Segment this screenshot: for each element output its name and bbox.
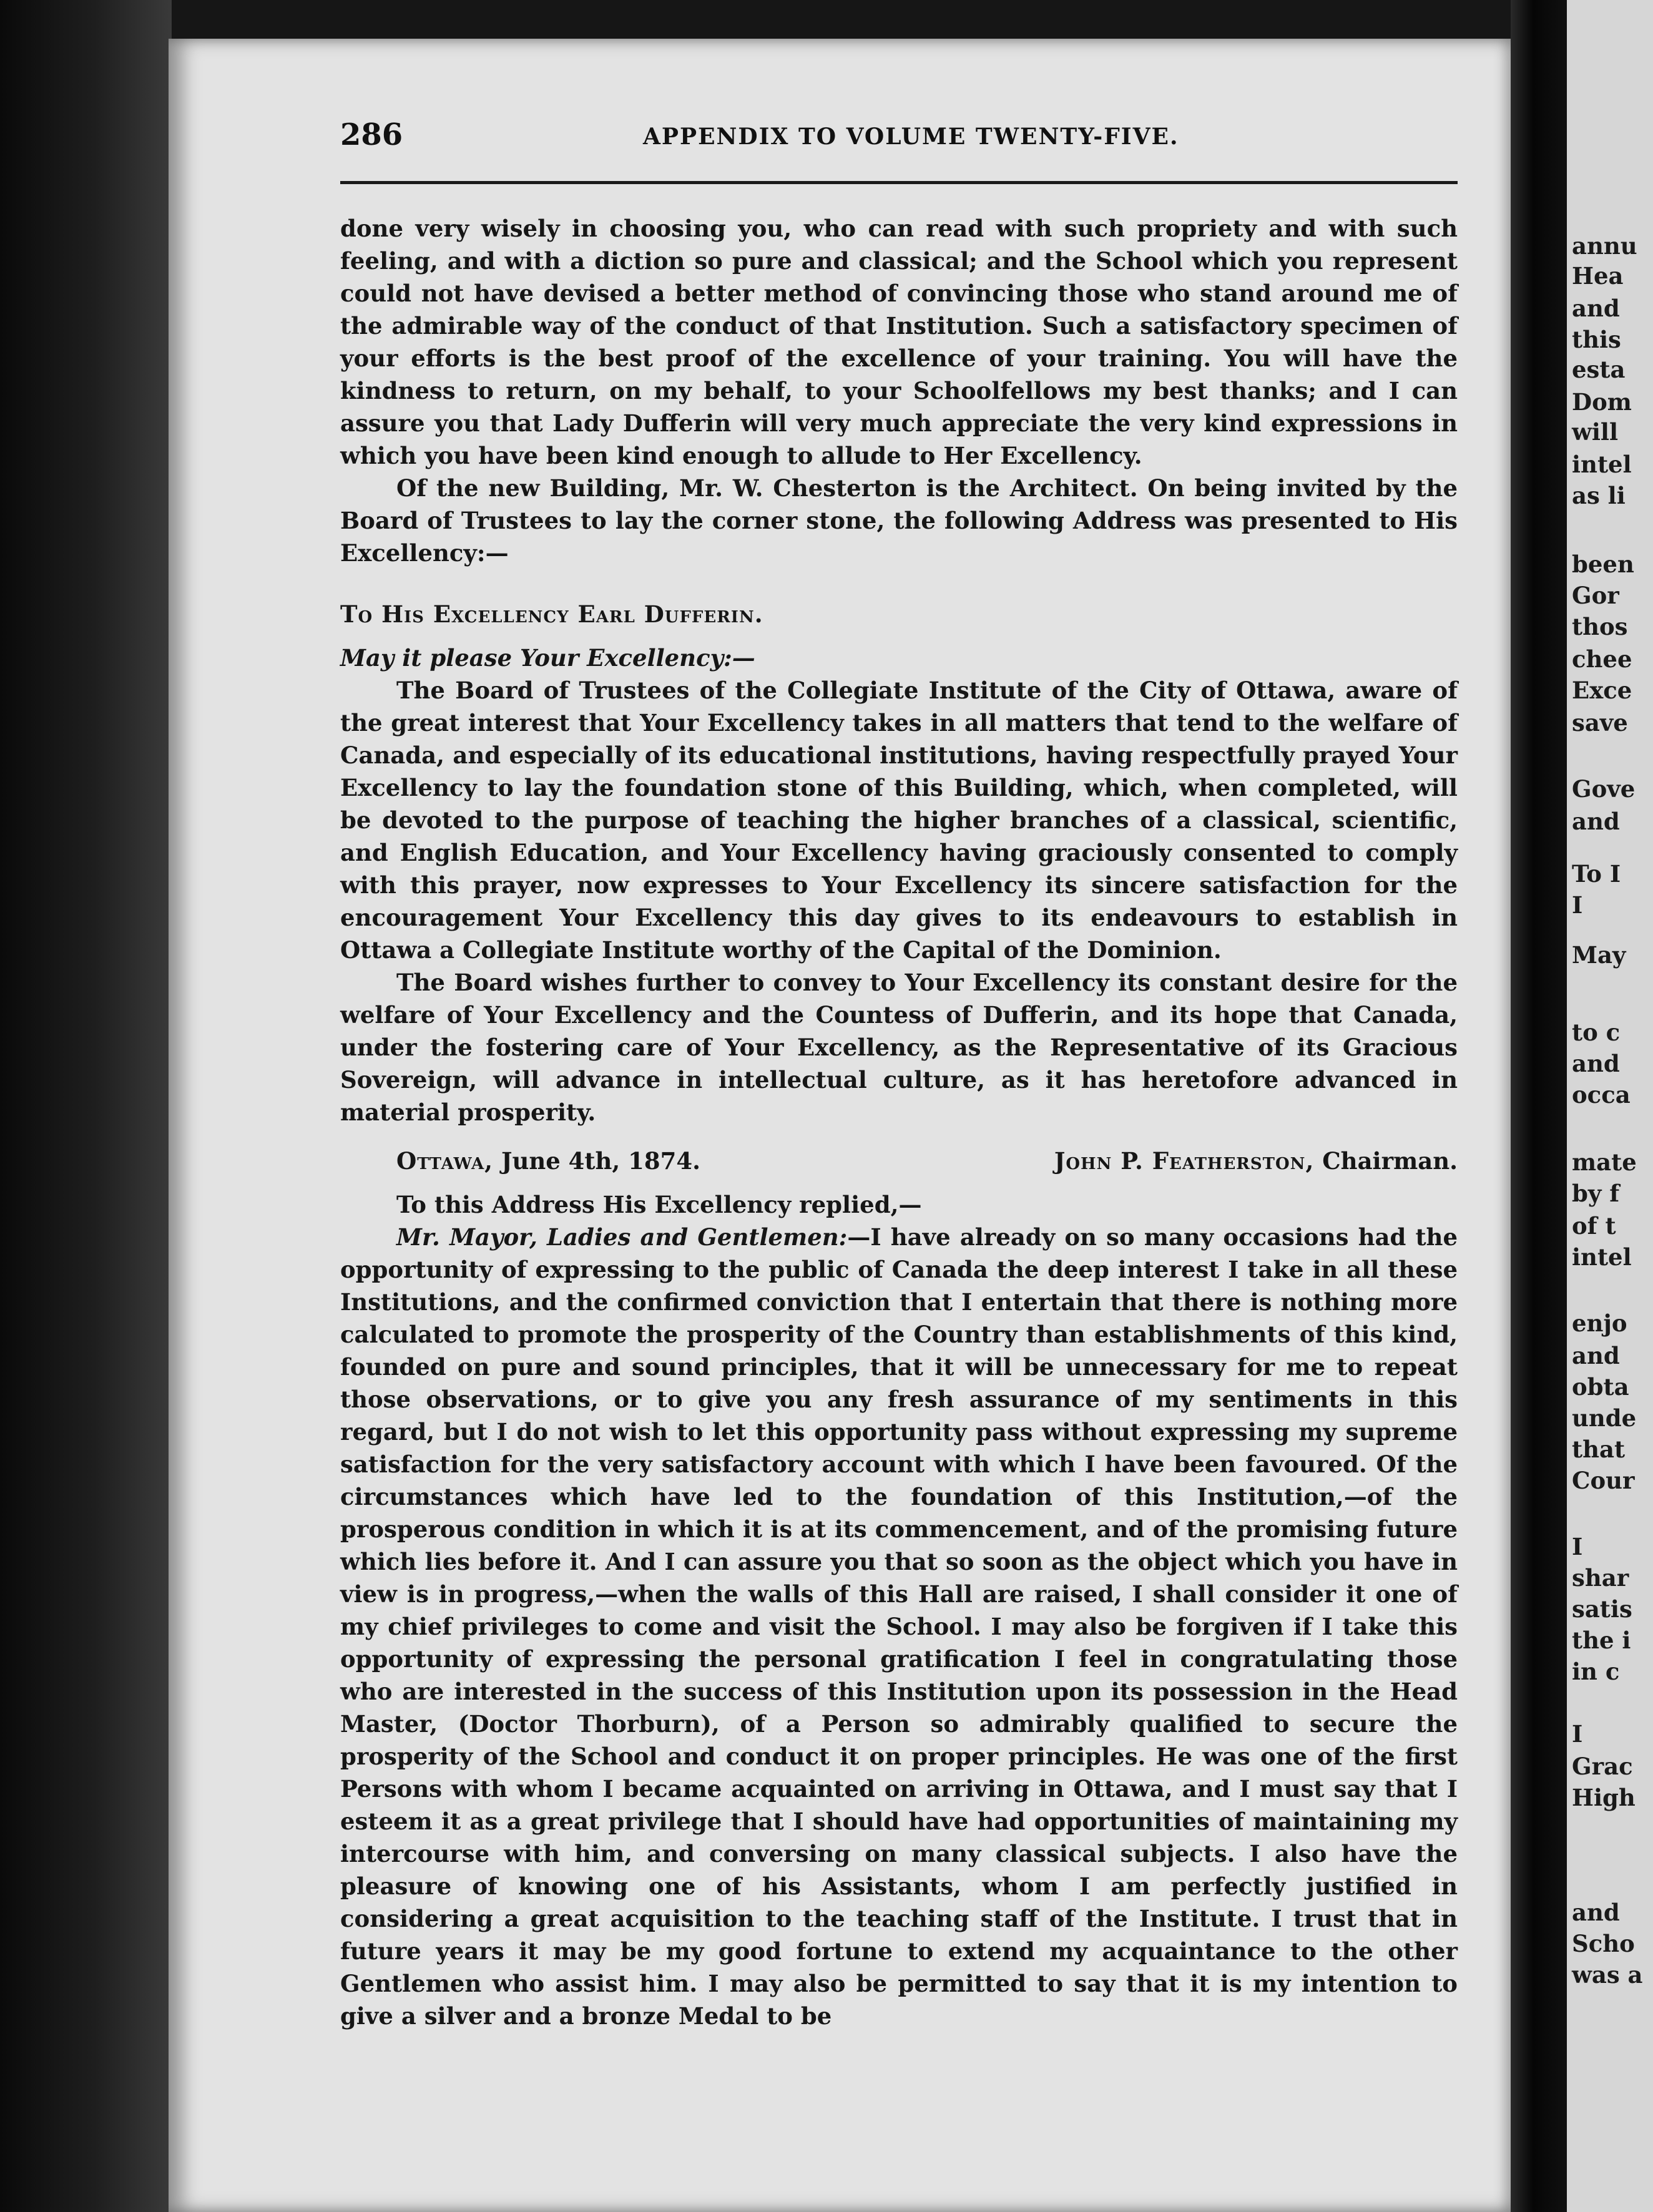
facing-page-line: enjo [1572, 1309, 1627, 1337]
reply-paragraph [340, 1221, 1458, 2032]
facing-page-line: in c [1572, 1658, 1620, 1685]
signature-name-title [1054, 1145, 1458, 1177]
facing-page-line: save [1572, 709, 1628, 737]
reply-salutation: Mr. Mayor, Ladies and Gentlemen: [396, 1223, 848, 1251]
book-gutter [1511, 0, 1567, 2212]
reply-text: —I have already on so many occasions had the opportunity of expressing to the public of Canada the deep interest I take in all these Institutions, and the confirmed conviction that I entertain that there is nothing more calculated to promote the prosperity of the Country than establishments of this kind, founded on pure and sound principles, that it will be unnecessary for me to repeat those observations, or to give you any fresh assurance of my sentiments in this regard, but I do not wish to let this opportunity pass without expressing my supreme satisfaction for the very satisfactory account with which I have been favoured. Of the circumstances which have led to the foundation of this Institution,—of the prosperous condition in which it is at its commencement, and of the promising future which lies before it. And I can assure you that so soon as the object which you have in view is in progress,—when the walls of this Hall are raised, I shall consider it one of my chief privileges to come and visit the School. I may also be forgiven if I take this opportunity of expressing the personal gratification I feel in congratulating those who are interested in the success of this Institution upon its possession in the Head Master, (Doctor Thorburn), of a Person so admirably qualified to secure the prosperity of the School and conduct it on proper principles. He was one of the first Persons with whom I became acquainted on arriving in Ottawa, and I must say that I esteem it as a great privilege that I should have had opportunities of maintaining my intercourse with him, and conversing on many classical subjects. I also have the pleasure of knowing one of his Assistants, whom I am perfectly justified in considering a great acquisition to the teaching staff of the Institute. I trust that in future years it may be my good fortune to extend my acquaintance to the other Gentlemen who assist him. I may also be permitted to say that it is my intention to give a silver and a bronze Medal to be [340, 1223, 1458, 2030]
facing-page-line: I [1572, 891, 1583, 919]
facing-page-line: and [1572, 808, 1620, 835]
running-head: APPENDIX TO VOLUME TWENTY-FIVE. [643, 124, 1179, 150]
address-heading: To His Excellency Earl Dufferin. [340, 600, 763, 628]
facing-page-line: High [1572, 1784, 1636, 1811]
facing-page-line: to c [1572, 1019, 1621, 1046]
facing-page-line: this [1572, 326, 1621, 353]
facing-page-line: Exce [1572, 677, 1632, 704]
facing-page-line: May [1572, 941, 1626, 969]
page-number: 286 [340, 117, 403, 152]
paragraph-architect: Of the new Building, Mr. W. Chesterton is the Architect. On being invited by the Board of Trustees to lay the corner stone, the following Address was presented to His Excellency:— [340, 474, 1458, 567]
facing-page-line: annu [1572, 232, 1637, 260]
facing-page-line: I [1572, 1720, 1583, 1748]
facing-page-line: satis [1572, 1595, 1632, 1623]
facing-page-line: intel [1572, 451, 1632, 478]
address-paragraph-1: The Board of Trustees of the Collegiate Institute of the City of Ottawa, aware of the great interest that Your Excellency takes in all matters that tend to the welfare of Canada, and especially of its educational institutions, having respectfully prayed Your Excellency to lay the foundation stone of this Building, which, when completed, will be devoted to the purpose of teaching the higher branches of a classical, scientific, and English Education, and Your Excellency having graciously consented to comply with this prayer, now expresses to Your Excellency its sincere satisfaction for the encouragement Your Excellency this day gives to its endeavours to establish in Ottawa a Collegiate Institute worthy of the Capital of the Dominion. [340, 677, 1458, 964]
facing-page-line: as li [1572, 482, 1626, 509]
facing-page-line: shar [1572, 1564, 1629, 1592]
signature-title: Chairman. [1322, 1147, 1458, 1175]
address-paragraph-2: The Board wishes further to convey to Your Excellency its constant desire for the welfare of Your Excellency and the Countess of Dufferin, and its hope that Canada, under the fostering care of Your Excellency, as the Representative of its Gracious Sovereign, will advance in intellectual culture, as it has heretofore advanced in material prosperity. [340, 969, 1458, 1126]
facing-page-line: will [1572, 418, 1619, 446]
facing-page-line: by f [1572, 1180, 1620, 1207]
facing-page-line: Cour [1572, 1467, 1635, 1494]
facing-page-line: been [1572, 551, 1634, 578]
signature-date: June 4th, 1874. [501, 1147, 701, 1175]
signature-place: Ottawa, [396, 1147, 494, 1175]
facing-page-line: Dom [1572, 388, 1632, 416]
facing-page-line: I [1572, 1533, 1583, 1560]
signature-place-date [396, 1145, 700, 1177]
book-left-edge-shadow [0, 0, 172, 2212]
facing-page-line: was a [1572, 1961, 1643, 1989]
paragraph-continued: done very wisely in choosing you, who can read with such propriety and with such feeling, and with a diction so pure and classical; and the School which you represent could not have devised a better method of convincing those who stand around me of the admirable way of the conduct of that Institution. Such a satisfactory specimen of your efforts is the best proof of the excellence of your training. You will have the kindness to return, on my behalf, to your Schoolfellows my best thanks; and I can assure you that Lady Dufferin will very much appreciate the very kind expressions in which you have been kind enough to allude to Her Excellency. [340, 215, 1458, 469]
address-signature [340, 1145, 1458, 1177]
facing-page-line: Scho [1572, 1930, 1635, 1957]
facing-page-line: occa [1572, 1081, 1631, 1108]
facing-page-line: that [1572, 1436, 1626, 1463]
facing-page-line: and [1572, 1050, 1620, 1077]
facing-page-line: unde [1572, 1404, 1637, 1432]
facing-page-line: Gove [1572, 775, 1636, 803]
facing-page [1567, 0, 1653, 2212]
reply-intro: To this Address His Excellency replied,— [396, 1191, 922, 1218]
facing-page-line: and [1572, 295, 1620, 322]
facing-page-line: and [1572, 1899, 1620, 1926]
address-salutation: May it please Your Excellency:— [340, 644, 755, 672]
facing-page-line: Gor [1572, 582, 1619, 609]
header-rule [340, 181, 1458, 184]
facing-page-line: esta [1572, 356, 1626, 383]
signature-name: John P. Featherston, [1054, 1147, 1315, 1175]
facing-page-line: obta [1572, 1373, 1629, 1401]
facing-page-line: mate [1572, 1148, 1637, 1176]
page-header [340, 117, 1458, 155]
facing-page-line: Hea [1572, 262, 1624, 290]
facing-page-line: thos [1572, 613, 1628, 640]
facing-page-line: To I [1572, 860, 1621, 888]
facing-page-line: intel [1572, 1243, 1632, 1271]
facing-page-line: the i [1572, 1627, 1631, 1654]
page-body [340, 212, 1458, 2032]
facing-page-line: chee [1572, 645, 1632, 673]
facing-page-line: Grac [1572, 1753, 1633, 1780]
facing-page-line: of t [1572, 1212, 1616, 1240]
facing-page-line: and [1572, 1342, 1620, 1369]
